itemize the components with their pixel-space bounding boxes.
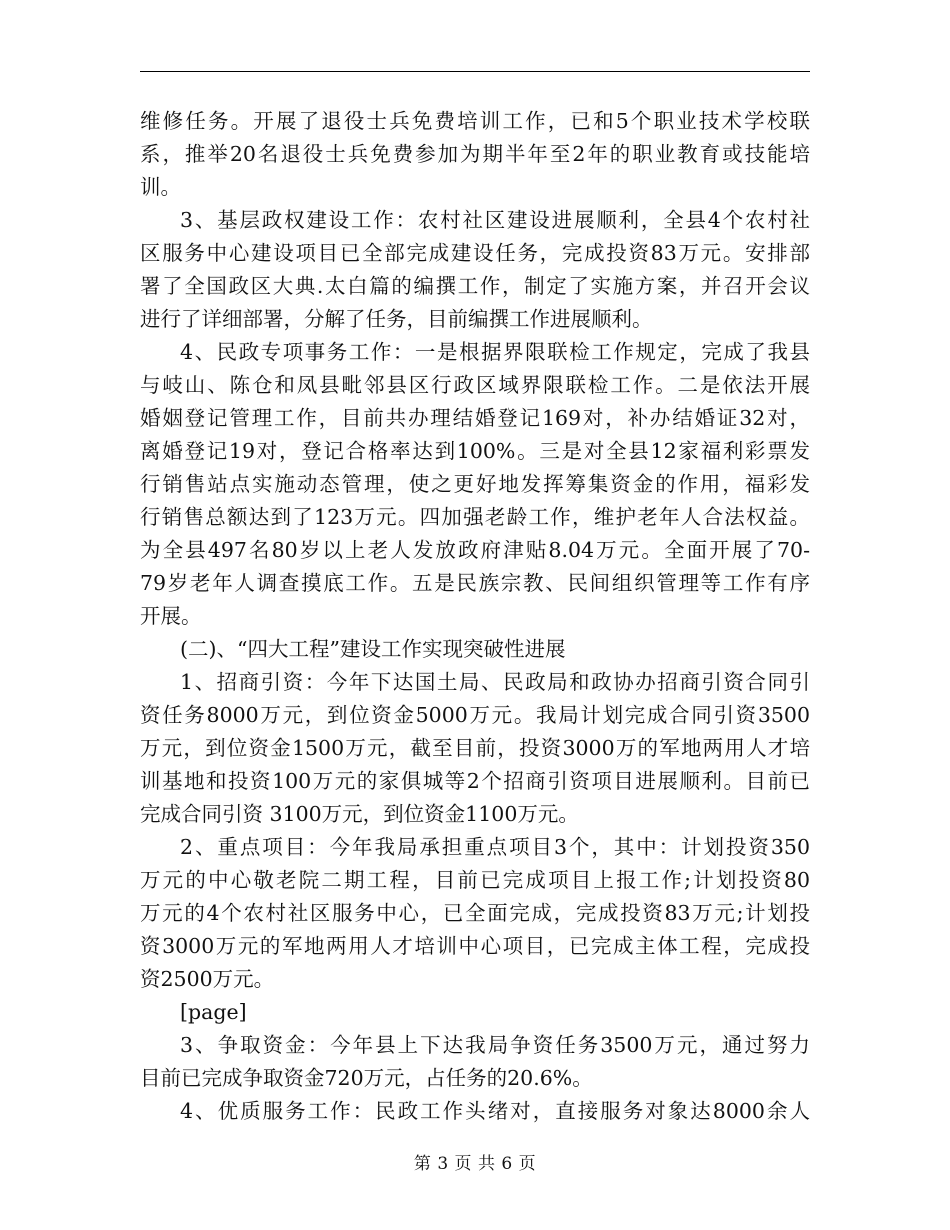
text-line: 3、基层政权建设工作：农村社区建设进展顺利，全县4个农村社 [180, 208, 810, 232]
text-line: 79岁老年人调查摸底工作。五是民族宗教、民间组织管理等工作有序 [140, 571, 810, 595]
text-line: 进行了详细部署，分解了任务，目前编撰工作进展顺利。 [140, 307, 653, 331]
text-line: 维修任务。开展了退役士兵免费培训工作，已和5个职业技术学校联 [140, 109, 810, 133]
text-line: 万元，到位资金1500万元，截至目前，投资3000万的军地两用人才培 [140, 736, 810, 760]
text-line: (二)、“四大工程”建设工作实现突破性进展 [180, 637, 566, 661]
header-rule [140, 71, 810, 72]
text-line: 4、民政专项事务工作：一是根据界限联检工作规定，完成了我县 [180, 340, 810, 364]
text-line: 资3000万元的军地两用人才培训中心项目，已完成主体工程，完成投 [140, 934, 810, 958]
text-line: 行销售总额达到了123万元。四加强老龄工作，维护老年人合法权益。 [140, 505, 810, 529]
text-line: 3、争取资金：今年县上下达我局争资任务3500万元，通过努力 [180, 1033, 810, 1057]
text-line: 行销售站点实施动态管理，使之更好地发挥筹集资金的作用，福彩发 [140, 472, 810, 496]
text-line: 区服务中心建设项目已全部完成建设任务，完成投资83万元。安排部 [140, 241, 810, 265]
text-line: 1、招商引资：今年下达国土局、民政局和政协办招商引资合同引 [180, 670, 810, 694]
text-line: 开展。 [140, 604, 202, 628]
document-body [140, 105, 810, 1128]
text-line: 完成合同引资 3100万元，到位资金1100万元。 [140, 802, 579, 826]
text-line: 训。 [140, 175, 181, 199]
text-line: 训基地和投资100万元的家俱城等2个招商引资项目进展顺利。目前已 [140, 769, 810, 793]
text-line: 目前已完成争取资金720万元，占任务的20.6%。 [140, 1066, 593, 1090]
text-line: [page] [180, 1000, 247, 1024]
text-line: 万元的中心敬老院二期工程，目前已完成项目上报工作;计划投资80 [140, 868, 810, 892]
text-line: 资2500万元。 [140, 967, 275, 991]
text-line: 为全县497名80岁以上老人发放政府津贴8.04万元。全面开展了70- [140, 538, 810, 562]
page-number: 第 3 页 共 6 页 [413, 1154, 537, 1174]
text-line: 离婚登记19对，登记合格率达到100%。三是对全县12家福利彩票发 [140, 439, 810, 463]
text-line: 婚姻登记管理工作，目前共办理结婚登记169对，补办结婚证32对， [140, 406, 810, 430]
page-footer [0, 1152, 950, 1176]
text-line: 万元的4个农村社区服务中心，已全面完成，完成投资83万元;计划投 [140, 901, 810, 925]
text-line: 2、重点项目：今年我局承担重点项目3个，其中：计划投资350 [180, 835, 810, 859]
text-line: 系，推举20名退役士兵免费参加为期半年至2年的职业教育或技能培 [140, 142, 810, 166]
text-line: 资任务8000万元，到位资金5000万元。我局计划完成合同引资3500 [140, 703, 810, 727]
text-line: 署了全国政区大典.太白篇的编撰工作，制定了实施方案，并召开会议 [140, 274, 810, 298]
text-line: 4、优质服务工作：民政工作头绪对，直接服务对象达8000余人 [180, 1099, 810, 1123]
text-line: 与岐山、陈仓和凤县毗邻县区行政区域界限联检工作。二是依法开展 [140, 373, 810, 397]
